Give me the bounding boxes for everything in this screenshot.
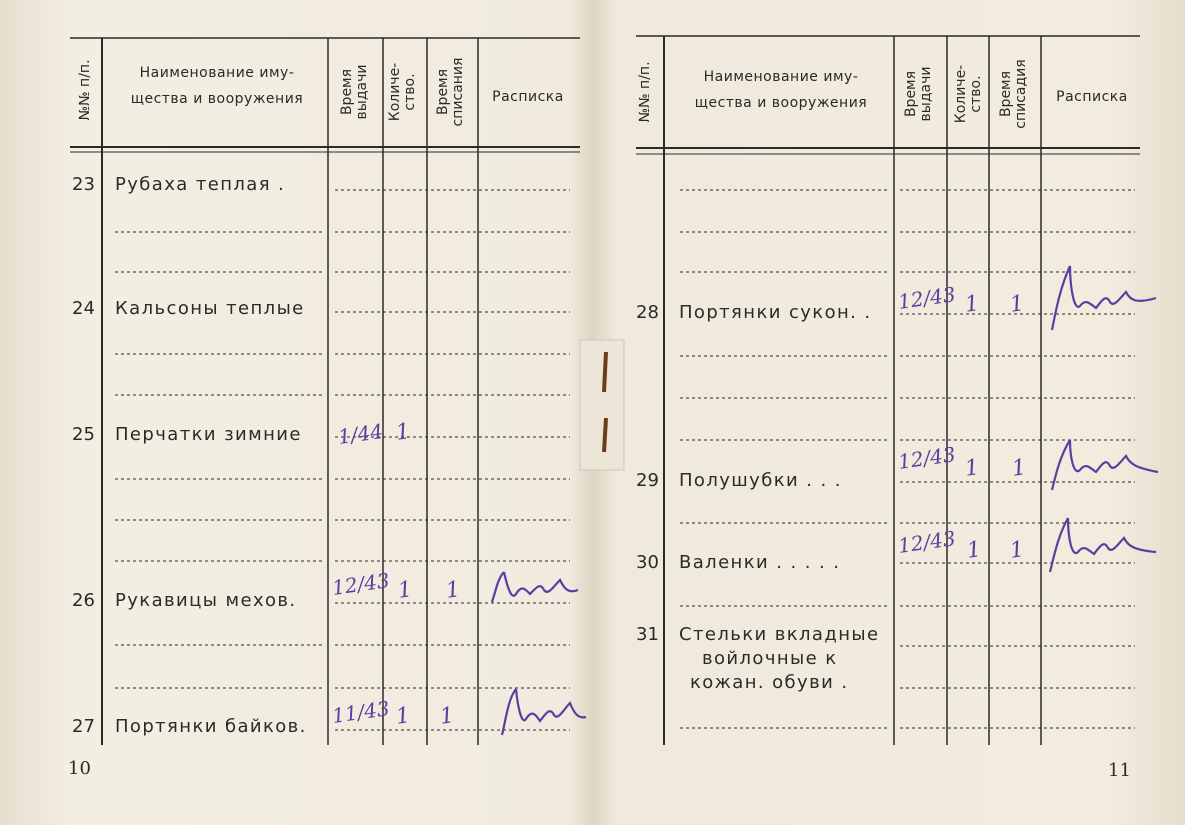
row-number: 29 <box>636 470 659 491</box>
ink-issue-date: 12/43 <box>896 282 958 314</box>
header-receipt-left: Расписка <box>492 89 564 105</box>
header-name-line2: щества и вооружения <box>694 95 868 111</box>
row-number: 27 <box>72 716 95 737</box>
ink-qty: 1 <box>963 455 981 482</box>
header-name-left <box>108 60 326 112</box>
row-number: 26 <box>72 590 95 611</box>
signature-mark <box>482 560 582 610</box>
row-number: 31 <box>636 624 659 645</box>
row-item-name-cont: войлочные к <box>702 648 838 669</box>
header-issue-time-right: Время выдачи <box>903 66 934 122</box>
header-name-line2: щества и вооружения <box>130 91 304 107</box>
row-item-name: Портянки сукон. . <box>679 302 872 323</box>
row-item-name: Валенки . . . . . <box>679 552 841 573</box>
ink-issue-date: 11/43 <box>330 696 392 728</box>
row-item-name: Рукавицы мехов. <box>115 590 297 611</box>
row-number: 30 <box>636 552 659 573</box>
page-number-right: 11 <box>1108 760 1131 781</box>
row-item-name: Портянки байков. <box>115 716 307 737</box>
ink-writeoff: 1 <box>1010 455 1028 482</box>
row-item-name: Рубаха теплая . <box>115 174 286 195</box>
signature-mark <box>490 675 590 745</box>
staple <box>580 340 624 470</box>
ink-issue-date: 12/43 <box>896 442 958 474</box>
header-num-left: №№ п/п. <box>77 59 93 121</box>
ink-writeoff: 1 <box>1008 291 1026 318</box>
header-num-right: №№ п/п. <box>637 61 653 123</box>
row-number: 24 <box>72 298 95 319</box>
signature-mark <box>1044 258 1162 338</box>
ink-issue-date: 12/43 <box>896 526 958 558</box>
row-number: 25 <box>72 424 95 445</box>
header-qty-right: Количе- ство. <box>953 64 984 124</box>
ink-qty: 1 <box>965 537 983 564</box>
header-issue-time-left: Время выдачи <box>339 64 370 120</box>
signature-mark <box>1044 512 1162 578</box>
page-number-left: 10 <box>68 758 91 779</box>
ink-qty: 1 <box>394 703 412 730</box>
header-writeoff-right: Время списадия <box>998 59 1029 129</box>
ink-qty: 1 <box>394 419 412 446</box>
ink-writeoff: 1 <box>1008 537 1026 564</box>
row-number: 28 <box>636 302 659 323</box>
header-receipt-right: Расписка <box>1056 89 1128 105</box>
signature-mark <box>1046 432 1164 496</box>
ink-qty: 1 <box>963 291 981 318</box>
header-name-right <box>670 64 892 116</box>
header-writeoff-left: Время списания <box>435 57 466 127</box>
header-qty-left: Количе- ство. <box>387 62 418 122</box>
ink-issue-date: 12/43 <box>330 568 392 600</box>
row-item-name: Перчатки зимние <box>115 424 302 445</box>
row-item-name: Кальсоны теплые <box>115 298 305 319</box>
ink-qty: 1 <box>396 577 414 604</box>
row-item-name-cont: кожан. обуви . <box>690 672 849 693</box>
header-name-line1: Наименование иму- <box>703 69 859 85</box>
ink-writeoff: 1 <box>438 703 456 730</box>
ink-writeoff: 1 <box>444 577 462 604</box>
row-number: 23 <box>72 174 95 195</box>
row-item-name: Полушубки . . . <box>679 470 842 491</box>
header-name-line1: Наименование иму- <box>139 65 295 81</box>
row-item-name: Стельки вкладные <box>679 624 880 645</box>
ink-issue-date: 1/44 <box>336 418 385 450</box>
